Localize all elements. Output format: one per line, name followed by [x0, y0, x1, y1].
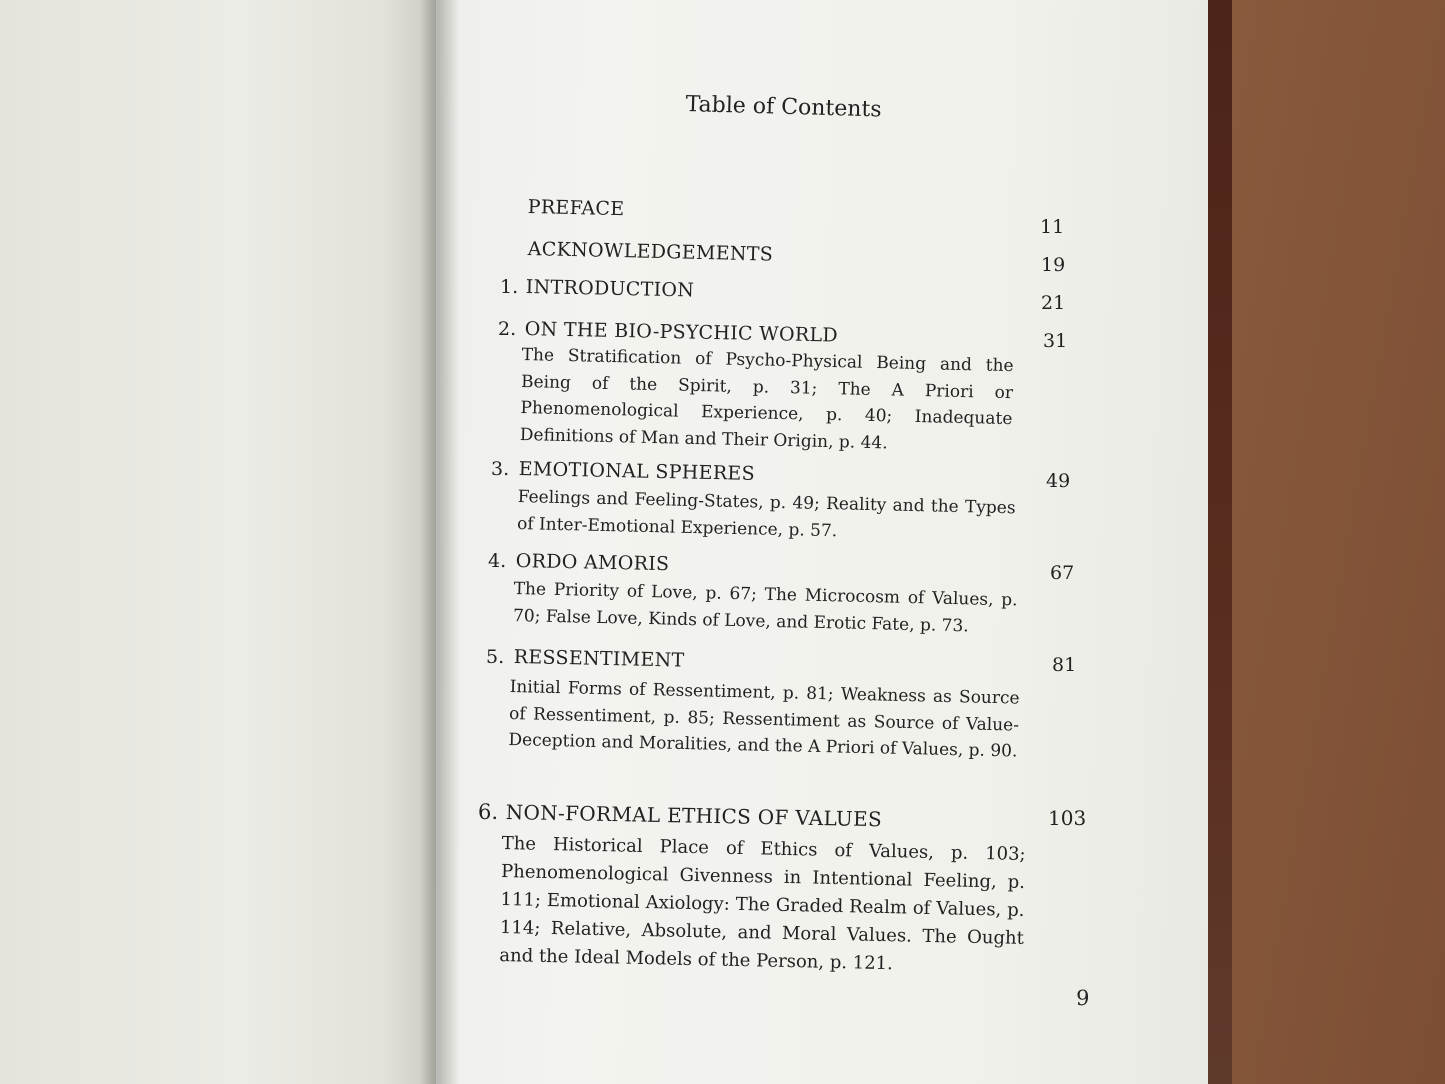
entry-heading: RESSENTIMENT [513, 646, 685, 672]
entry-number: 6. [478, 800, 499, 824]
entry-number: 5. [486, 646, 505, 668]
entry-heading: ACKNOWLEDGEMENTS [527, 238, 774, 266]
entry-page-number: 21 [1041, 292, 1066, 314]
entry-heading: EMOTIONAL SPHERES [518, 458, 756, 485]
entry-page-number: 67 [1050, 562, 1075, 584]
entry-heading: PREFACE [527, 196, 625, 221]
entry-page-number: 19 [1041, 254, 1066, 276]
entry-page-number: 31 [1043, 330, 1068, 352]
left-page [0, 0, 436, 1084]
book-gutter-shadow [420, 0, 460, 1084]
entry-page-number: 81 [1052, 654, 1077, 676]
entry-description: The Stratification of Psycho-Physical Being and the Being of the Spirit, p. 31; The A Priori or Phenomenological Experience, p. 40; Inadequate Definitions of Man and Their Origin, p. 44. [519, 344, 1014, 453]
entry-heading: INTRODUCTION [525, 276, 695, 302]
entry-page-number: 103 [1048, 806, 1087, 830]
toc-title: Table of Contents [685, 92, 882, 123]
entry-heading: ORDO AMORIS [515, 550, 670, 576]
entry-number: 2. [498, 318, 517, 340]
entry-page-number: 49 [1046, 470, 1071, 492]
entry-page-number: 11 [1040, 216, 1065, 238]
entry-heading: NON-FORMAL ETHICS OF VALUES [505, 800, 883, 832]
right-page [436, 0, 1208, 1084]
toc-page-text [436, 0, 1208, 1084]
entry-number: 4. [488, 550, 507, 572]
page-folio-number: 9 [1075, 985, 1090, 1011]
entry-heading: ON THE BIO-PSYCHIC WORLD [524, 318, 839, 347]
entry-description: The Historical Place of Ethics of Values, p. 103; Phenomenological Givenness in Intentional Feeling, p. 111; Emotional Axiology: The Graded Realm of Values, p. 114; Relative, Absolute, and Moral Values. The Ought and the Ideal Models of the Person, p. 121. [499, 832, 1026, 975]
entry-number: 1. [500, 276, 519, 298]
entry-description: Feelings and Feeling-States, p. 49; Reality and the Types of Inter-Emotional Experience, p. 57. [516, 486, 1016, 541]
entry-description: Initial Forms of Ressentiment, p. 81; Weakness as Source of Ressentiment, p. 85; Ressentiment as Source of Value-Deception and Moralities, and the A Priori of Values, p. 90. [508, 676, 1020, 762]
entry-number: 3. [491, 458, 510, 480]
entry-description: The Priority of Love, p. 67; The Microcosm of Values, p. 70; False Love, Kinds of Love, and Erotic Fate, p. 73. [512, 578, 1018, 636]
